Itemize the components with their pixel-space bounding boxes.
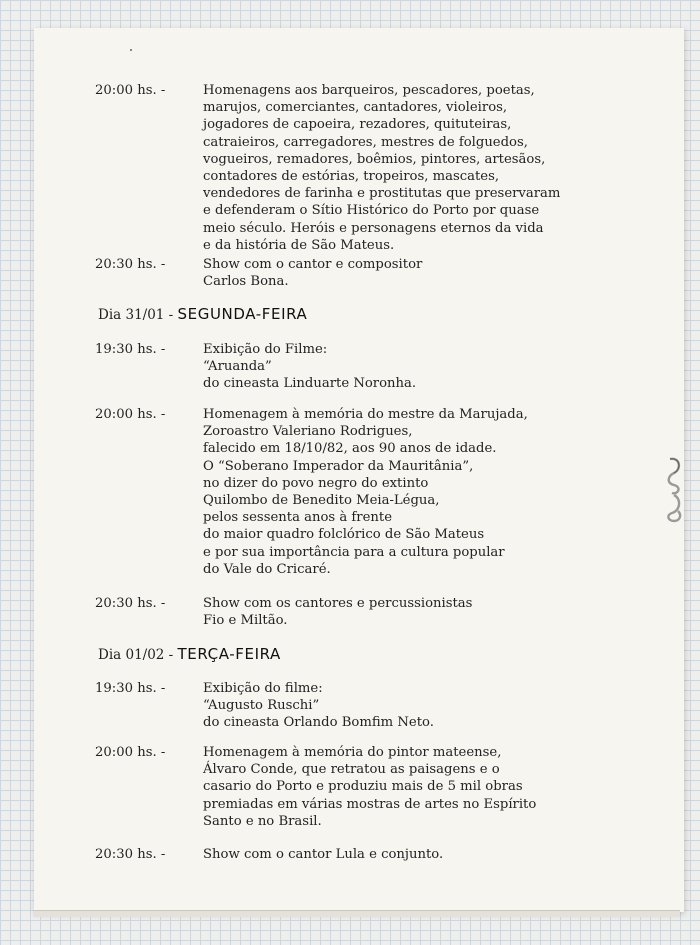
schedule-entry	[95, 595, 685, 629]
day-date: Dia 31/01 -	[98, 307, 174, 323]
entry-time: 20:30 hs. -	[95, 257, 166, 272]
schedule-entry	[95, 680, 685, 732]
entry-time: 20:30 hs. -	[95, 596, 166, 611]
entry-description: Homenagem à memória do mestre da Marujada, Zoroastro Valeriano Rodrigues, falecido em 18/10/82, aos 90 anos de idade. O “Soberano Imperador da Mauritânia”, no dizer do povo negro do extinto Quilombo de Benedito Meia-Légua, pelos sessenta anos à frente do maior quadro folclórico de São Mateus e por sua importância para a cultura popular do Vale do Cricaré.	[203, 407, 528, 577]
schedule-entry	[95, 82, 685, 254]
entry-time: 20:00 hs. -	[95, 83, 166, 98]
day-heading	[98, 645, 658, 663]
entry-description: Exibição do Filme: “Aruanda” do cineasta Linduarte Noronha.	[203, 342, 417, 392]
entry-time: 20:30 hs. -	[95, 847, 166, 862]
entry-time: 20:00 hs. -	[95, 407, 166, 422]
day-heading	[98, 305, 658, 323]
schedule-entry	[95, 406, 685, 578]
entry-time: 20:00 hs. -	[95, 745, 166, 760]
entry-description: Exibição do filme: “Augusto Ruschi” do cineasta Orlando Bomfim Neto.	[203, 681, 434, 731]
entry-description: Homenagem à memória do pintor mateense, Álvaro Conde, que retratou as paisagens e o casario do Porto e produziu mais de 5 mil obras premiadas em várias mostras de artes no Espírito Santo e no Brasil.	[203, 745, 537, 829]
entry-description: Show com o cantor e compositor Carlos Bona.	[203, 257, 423, 290]
schedule-entry	[95, 846, 685, 863]
entry-description: Show com o cantor Lula e conjunto.	[203, 847, 444, 862]
entry-description: Show com os cantores e percussionistas Fio e Miltão.	[203, 596, 473, 629]
day-date: Dia 01/02 -	[98, 647, 174, 663]
schedule-entry	[95, 341, 685, 393]
paper-speck	[130, 49, 132, 51]
entry-time: 19:30 hs. -	[95, 681, 166, 696]
day-name: TERÇA-FEIRA	[177, 645, 281, 663]
entry-time: 19:30 hs. -	[95, 342, 166, 357]
page-stack-edge	[33, 910, 680, 917]
schedule-entry	[95, 744, 685, 830]
entry-description: Homenagens aos barqueiros, pescadores, poetas, marujos, comerciantes, cantadores, violeiros, jogadores de capoeira, rezadores, quituteiras, catraieiros, carregadores, mestres de folguedos, vogueiros, remadores, boêmios, pintores, artesãos, contadores de estórias, tropeiros, mascates, vendedores de farinha e prostitutas que preservaram e defenderam o Sítio Histórico do Porto por quase meio século. Heróis e personagens eternos da vida e da história de São Mateus.	[203, 83, 561, 253]
day-name: SEGUNDA-FEIRA	[177, 305, 308, 323]
schedule-entry	[95, 256, 685, 290]
